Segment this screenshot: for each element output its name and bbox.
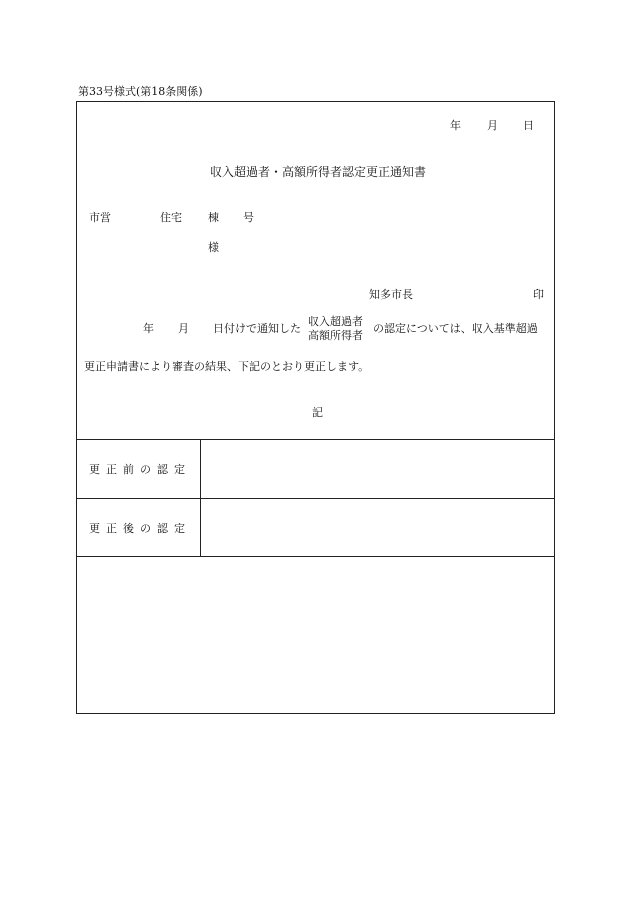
address-building: 棟 <box>208 211 219 224</box>
date-year: 年 <box>450 119 461 132</box>
category-bottom: 高額所得者 <box>308 329 363 342</box>
row-before-label: 更正前の認定 <box>89 463 191 476</box>
date-day: 日 <box>523 119 534 132</box>
table-top-line <box>77 439 554 440</box>
category-top: 収入超過者 <box>308 315 363 328</box>
date-month: 月 <box>487 119 498 132</box>
table-mid-line <box>77 498 554 499</box>
honorific: 様 <box>208 241 219 254</box>
category-stack <box>308 315 363 343</box>
notice-frame <box>76 101 555 714</box>
document-title: 収入超過者・高額所得者認定更正通知書 <box>210 165 427 179</box>
address-city-housing: 市営 <box>89 211 111 224</box>
body-year: 年 <box>143 322 154 335</box>
form-number-label: 第33号様式(第18条関係) <box>78 85 203 98</box>
issuer-seal: 印 <box>533 288 544 301</box>
table-bottom-line <box>77 556 554 557</box>
body-month: 月 <box>178 322 189 335</box>
note-heading: 記 <box>312 406 323 419</box>
body-continuation: の認定については、収入基準超過 <box>373 322 538 335</box>
table-column-divider <box>200 439 201 556</box>
row-after-label: 更正後の認定 <box>89 522 191 535</box>
body-dated-notice: 日付けで通知した <box>213 322 301 335</box>
issuer-name: 知多市長 <box>369 288 413 301</box>
address-housing: 住宅 <box>160 211 182 224</box>
body-line2: 更正申請書により審査の結果、下記のとおり更正します。 <box>84 360 370 373</box>
address-number: 号 <box>243 211 254 224</box>
